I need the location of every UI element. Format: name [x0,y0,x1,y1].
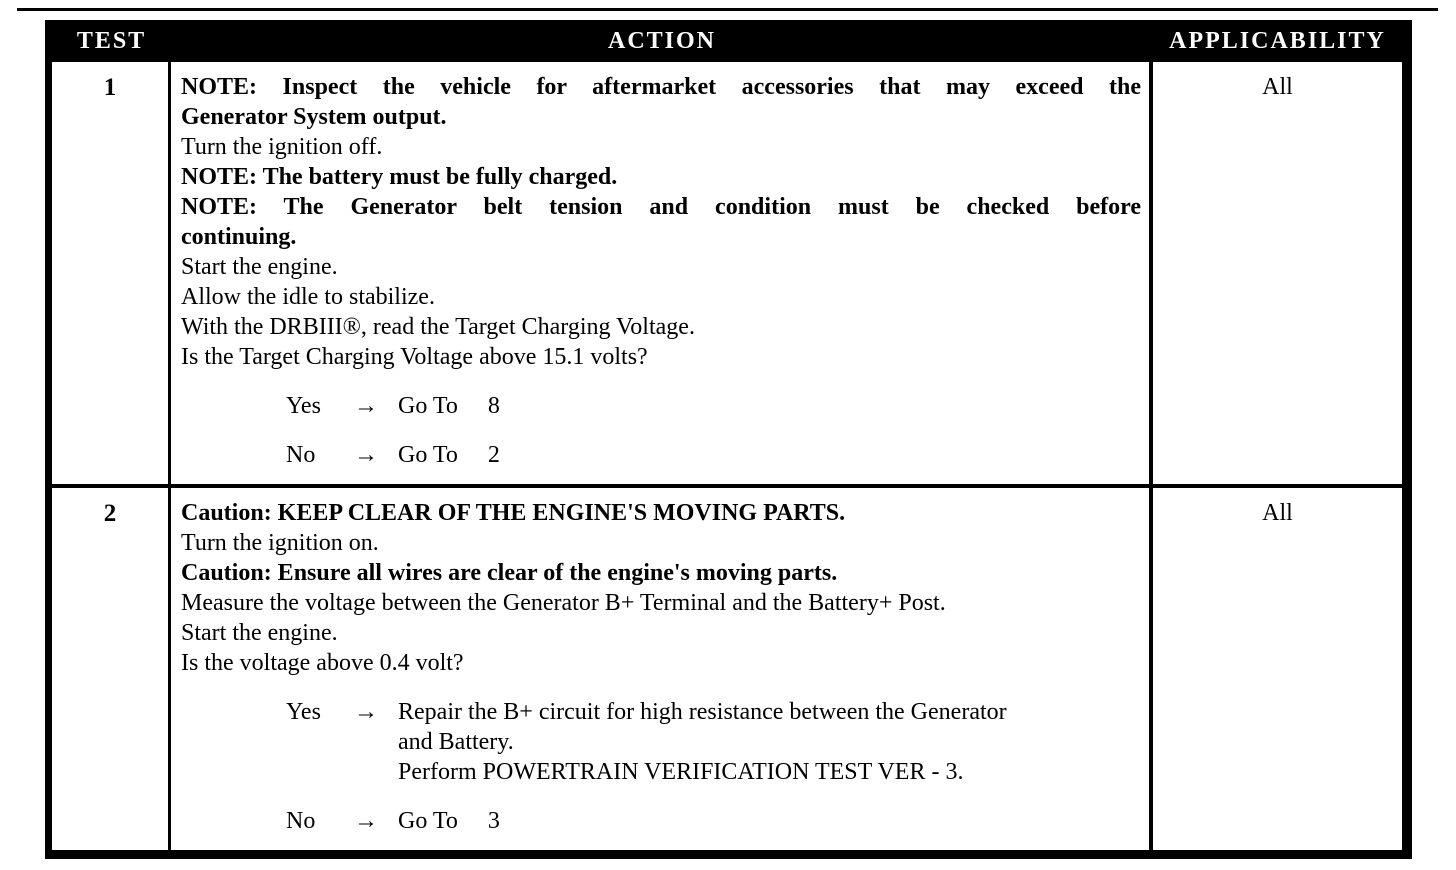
table-header-row [52,20,1402,62]
arrow-right-icon: → [354,393,378,419]
answer-row-yes [286,391,1141,421]
test-number-cell: 2 [52,488,171,850]
answer-label: Yes [286,699,321,725]
answer-result-line: Repair the B+ circuit for high resistance between the Generator [398,699,1007,725]
goto-target: 8 [487,393,500,419]
answer-label: No [286,442,316,468]
test-number-cell: 1 [52,62,171,484]
answer-result-line: and Battery. [398,729,514,755]
answer-result: Go To [398,393,458,419]
arrow-right-icon: → [354,699,378,725]
goto-target: 2 [487,442,500,468]
action-line: Turn the ignition off. [181,134,383,160]
action-line: NOTE: The Generator belt tension and condition must be checked before [181,194,1141,220]
action-line: Caution: KEEP CLEAR OF THE ENGINE'S MOVING PARTS. [181,500,846,526]
applicability-cell: All [1262,74,1293,100]
action-line: Start the engine. [181,620,338,646]
column-header-applicability: APPLICABILITY [1169,27,1386,54]
table-row-test-1 [52,62,1402,484]
answer-result: Go To [398,442,458,468]
action-line: Is the Target Charging Voltage above 15.1 volts? [181,344,648,370]
action-line: Allow the idle to stabilize. [181,284,435,310]
column-header-action: ACTION [607,27,716,54]
answer-label: Yes [286,393,321,419]
goto-target: 3 [487,808,500,834]
action-cell [171,62,1153,484]
answer-row-yes [286,697,1141,787]
action-line: Is the voltage above 0.4 volt? [181,650,464,676]
answer-row-no [286,806,1141,836]
top-rule [17,8,1438,11]
answer-result-line: Perform POWERTRAIN VERIFICATION TEST VER - 3. [398,759,964,785]
action-line: Measure the voltage between the Generator B+ Terminal and the Battery+ Post. [181,590,946,616]
action-line: Generator System output. [181,104,447,130]
action-line: Caution: Ensure all wires are clear of the engine's moving parts. [181,560,838,586]
action-line: Start the engine. [181,254,338,280]
action-line: NOTE: The battery must be fully charged. [181,164,618,190]
diagnostic-test-table [45,20,1412,859]
action-line: With the DRBIII®, read the Target Charging Voltage. [181,314,695,340]
action-cell [171,488,1153,850]
action-line: NOTE: Inspect the vehicle for aftermarket accessories that may exceed the [181,74,1141,100]
action-line: Turn the ignition on. [181,530,379,556]
answer-label: No [286,808,316,834]
answer-result-multiline [398,697,1007,787]
action-line: continuing. [181,224,297,250]
applicability-cell: All [1262,500,1293,526]
answer-result: Go To [398,808,458,834]
table-row-test-2 [52,484,1402,850]
column-header-test: TEST [76,27,147,54]
arrow-right-icon: → [354,808,378,834]
answer-row-no [286,440,1141,470]
arrow-right-icon: → [354,442,378,468]
